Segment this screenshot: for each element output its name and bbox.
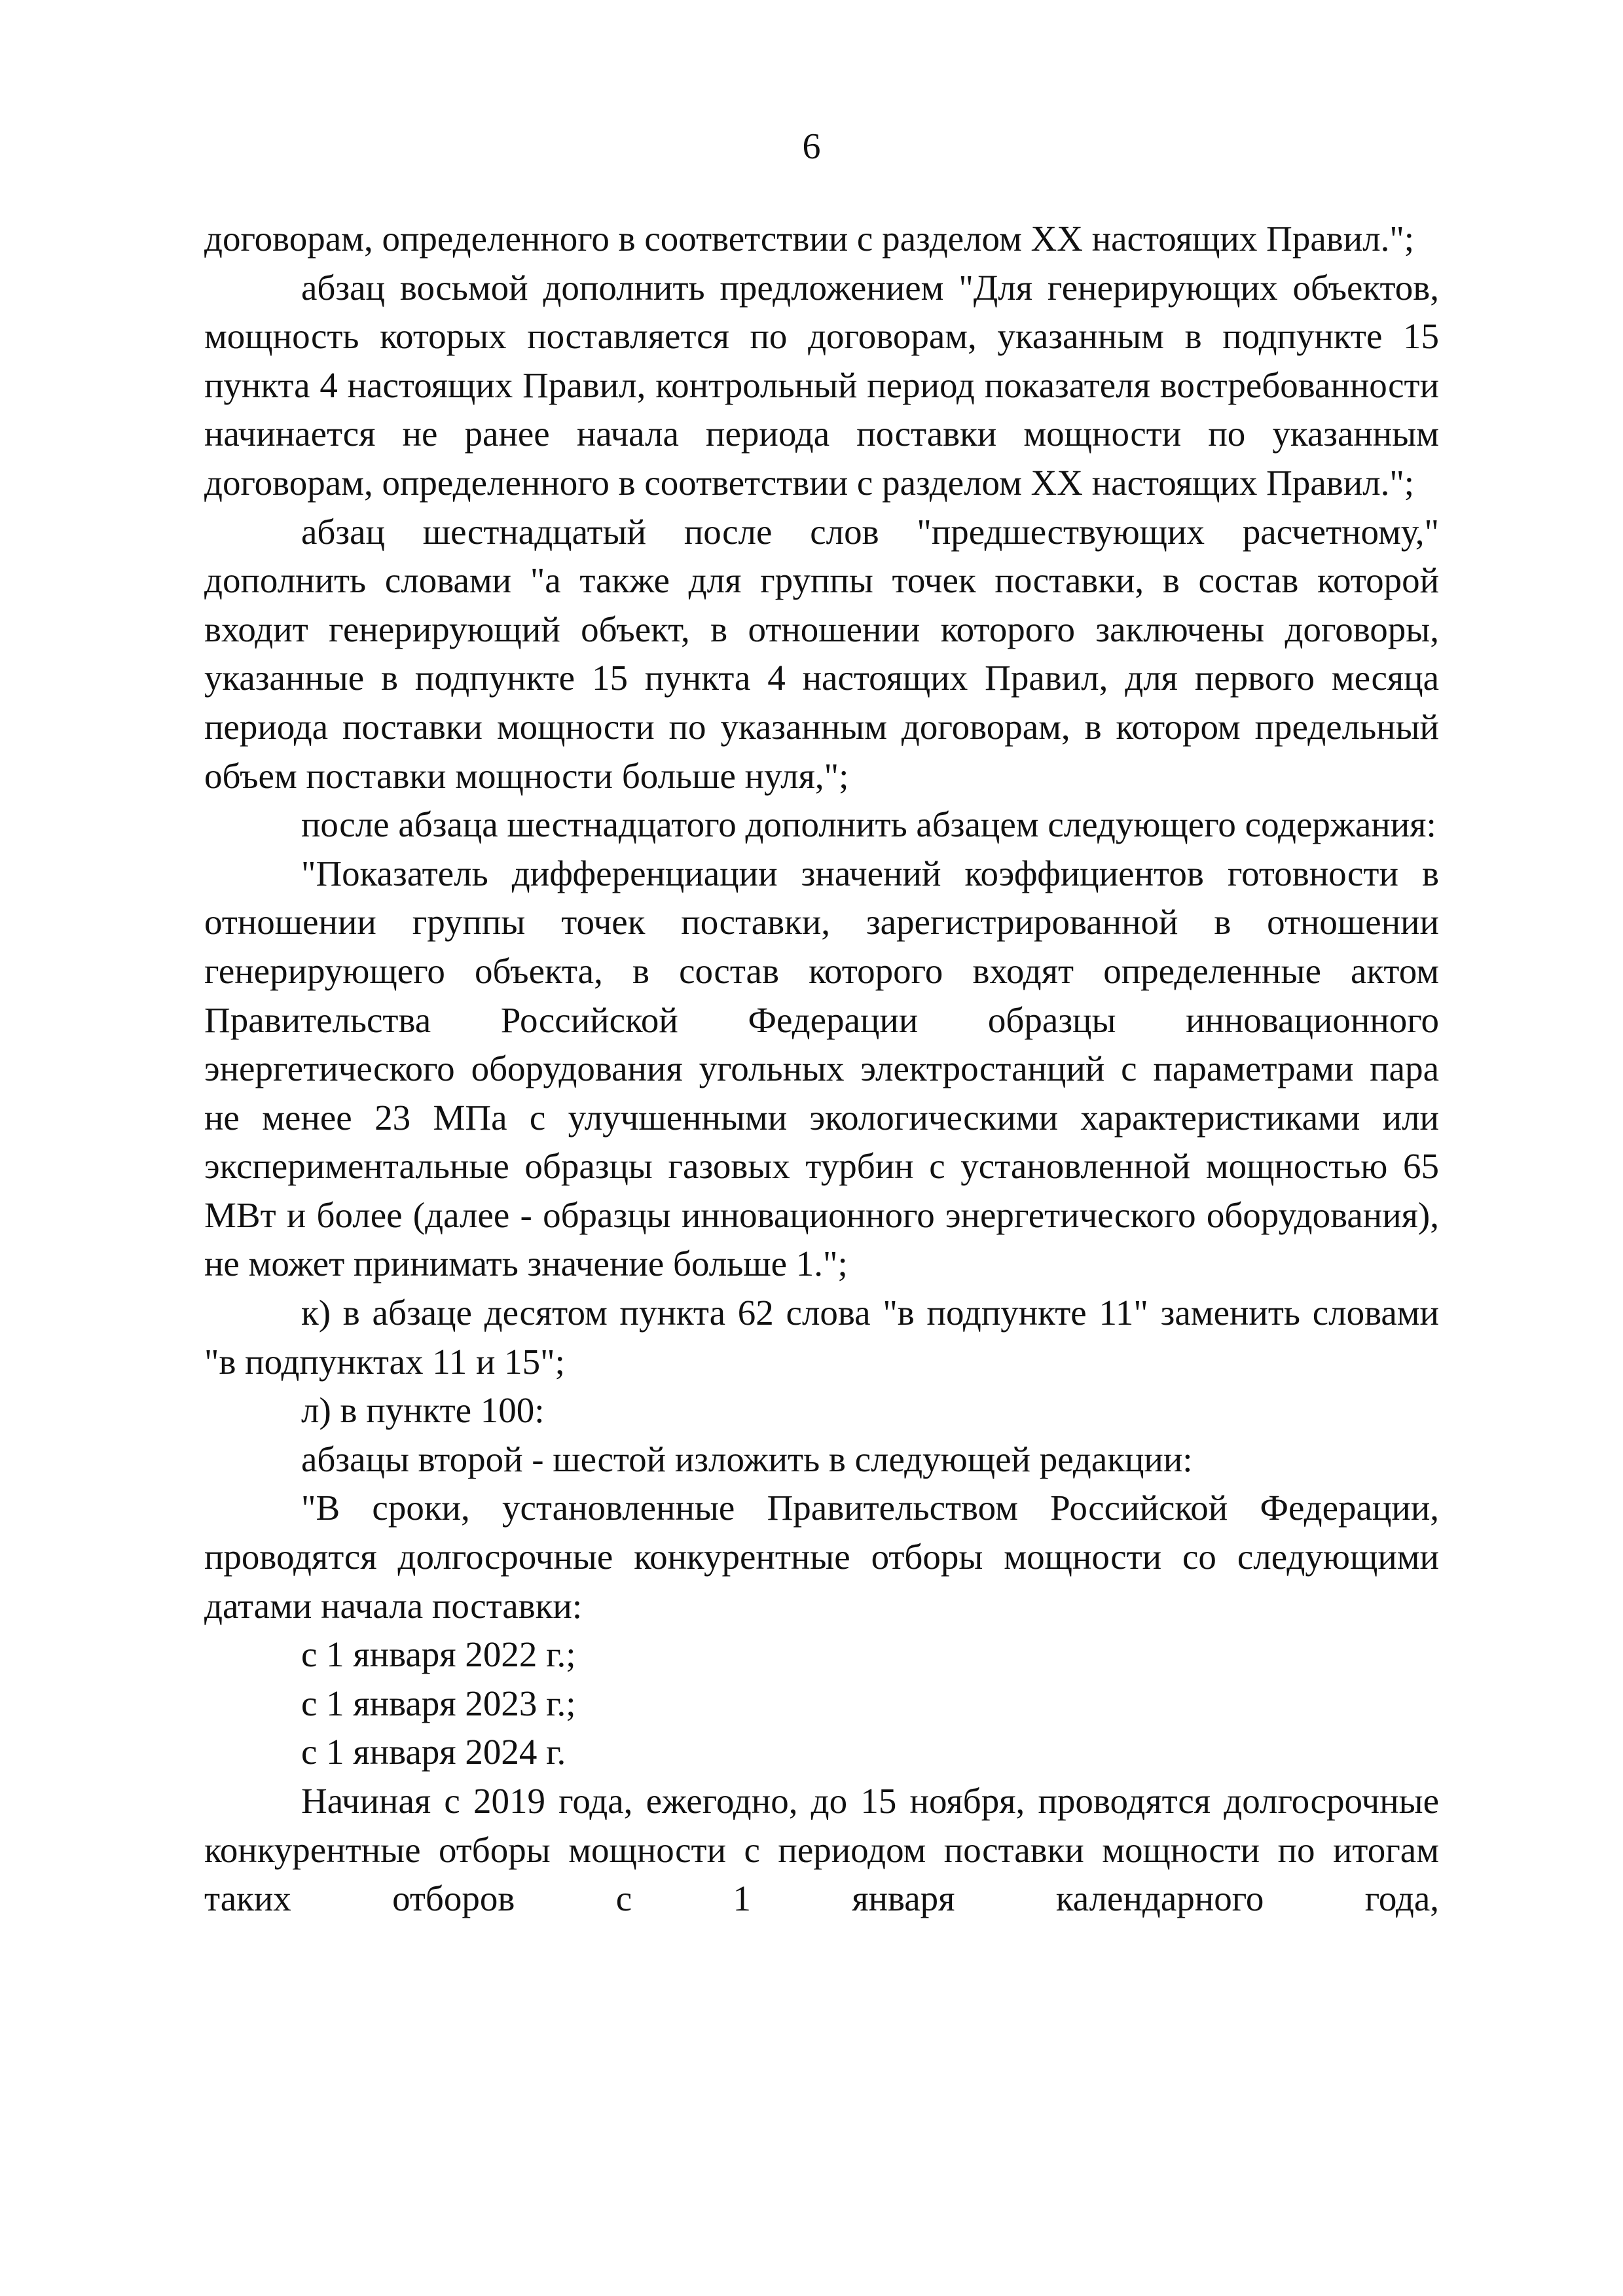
paragraph: после абзаца шестнадцатого дополнить абзацем следующего содержания:	[301, 804, 1436, 845]
page-number: 6	[802, 126, 821, 167]
document-body	[204, 215, 1439, 1924]
paragraph-continuation: договорам, определенного в соответствии с разделом XX настоящих Правил.";	[204, 219, 1415, 259]
paragraph-continues: Начиная с 2019 года, ежегодно, до 15 ноября, проводятся долгосрочные конкурентные отборы мощности с периодом поставки мощности по итогам таких отборов с 1 января календарного года,	[204, 1781, 1439, 1919]
paragraph-quote: "Показатель дифференциации значений коэффициентов готовности в отношении группы точек поставки, зарегистрированной в отношении генерирующего объекта, в состав которого входят определенные актом Правительства Российской Федерации образцы инновационного энергетического оборудования угольных электростанций с параметрами пара не менее 23 МПа с улучшенными экологическими характеристиками или экспериментальные образцы газовых турбин с установленной мощностью 65 МВт и более (далее - образцы инновационного энергетического оборудования), не может принимать значение больше 1.";	[204, 853, 1439, 1284]
paragraph: абзацы второй - шестой изложить в следующей редакции:	[301, 1439, 1193, 1479]
paragraph: абзац восьмой дополнить предложением "Для генерирующих объектов, мощность которых поставляется по договорам, указанным в подпункте 15 пункта 4 настоящих Правил, контрольный период показателя востребованности начинается не ранее начала периода поставки мощности по указанным договорам, определенного в соответствии с разделом XX настоящих Правил.";	[204, 267, 1439, 503]
paragraph: абзац шестнадцатый после слов "предшествующих расчетному," дополнить словами "а также для группы точек поставки, в состав которой входит генерирующий объект, в отношении которого заключены договоры, указанные в подпункте 15 пункта 4 настоящих Правил, для первого месяца периода поставки мощности по указанным договорам, в котором предельный объем поставки мощности больше нуля,";	[204, 511, 1439, 796]
date-line: с 1 января 2022 г.;	[301, 1634, 576, 1675]
paragraph-item-k: к) в абзаце десятом пункта 62 слова "в подпункте 11" заменить словами "в подпунктах 11 и 15";	[204, 1293, 1439, 1382]
date-line: с 1 января 2023 г.;	[301, 1683, 576, 1723]
paragraph-item-l: л) в пункте 100:	[301, 1390, 545, 1431]
paragraph-quote: "В сроки, установленные Правительством Российской Федерации, проводятся долгосрочные конкурентные отборы мощности со следующими датами начала поставки:	[204, 1488, 1439, 1626]
date-line: с 1 января 2024 г.	[301, 1732, 566, 1772]
